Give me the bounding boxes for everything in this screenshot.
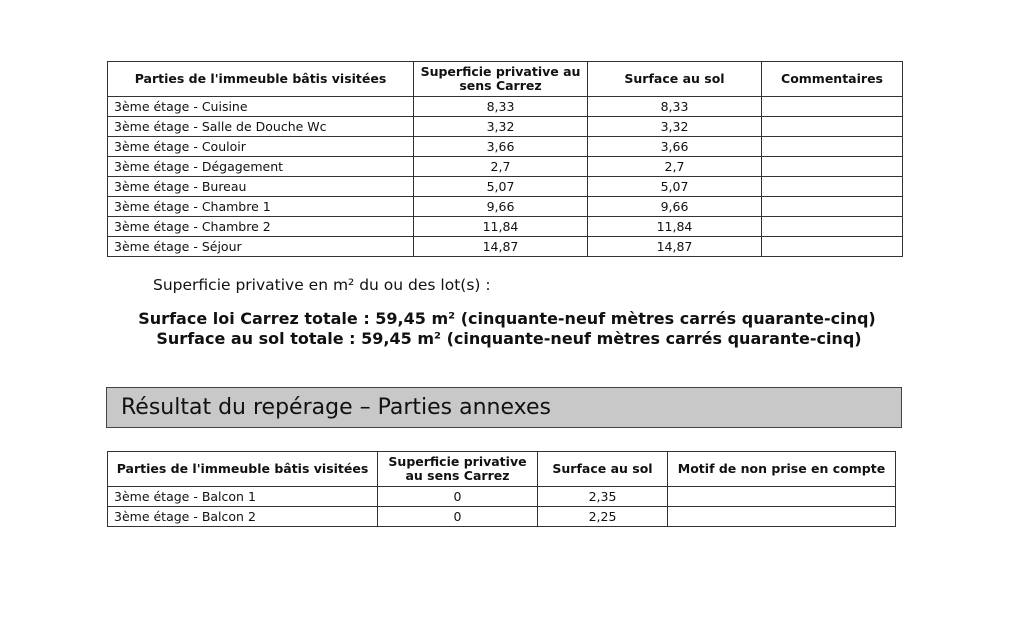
row-sol: 2,7 — [588, 157, 762, 177]
row-part: 3ème étage - Bureau — [108, 177, 414, 197]
row-part: 3ème étage - Balcon 1 — [108, 487, 378, 507]
row-sol: 3,66 — [588, 137, 762, 157]
header-commentaires: Commentaires — [762, 62, 903, 97]
header-surface-sol: Surface au sol — [588, 62, 762, 97]
row-part: 3ème étage - Salle de Douche Wc — [108, 117, 414, 137]
header-parties: Parties de l'immeuble bâtis visitées — [108, 62, 414, 97]
header-carrez: Superficie privative au sens Carrez — [378, 452, 538, 487]
section-title: Résultat du repérage – Parties annexes — [106, 387, 902, 428]
table-row — [108, 97, 903, 117]
table-header-row — [108, 62, 903, 97]
table-row — [108, 217, 903, 237]
row-sol: 3,32 — [588, 117, 762, 137]
row-part: 3ème étage - Chambre 2 — [108, 217, 414, 237]
row-comment — [762, 177, 903, 197]
row-carrez: 3,32 — [414, 117, 588, 137]
row-sol: 2,25 — [538, 507, 668, 527]
row-carrez: 2,7 — [414, 157, 588, 177]
row-carrez: 9,66 — [414, 197, 588, 217]
row-sol: 9,66 — [588, 197, 762, 217]
row-part: 3ème étage - Cuisine — [108, 97, 414, 117]
row-part: 3ème étage - Couloir — [108, 137, 414, 157]
header-parties: Parties de l'immeuble bâtis visitées — [108, 452, 378, 487]
row-comment — [762, 97, 903, 117]
row-part: 3ème étage - Séjour — [108, 237, 414, 257]
row-part: 3ème étage - Chambre 1 — [108, 197, 414, 217]
row-carrez: 0 — [378, 487, 538, 507]
row-carrez: 14,87 — [414, 237, 588, 257]
row-comment — [762, 217, 903, 237]
row-carrez: 0 — [378, 507, 538, 527]
table-row — [108, 137, 903, 157]
row-motif — [668, 487, 896, 507]
surface-table — [107, 61, 903, 257]
row-sol: 2,35 — [538, 487, 668, 507]
row-carrez: 3,66 — [414, 137, 588, 157]
header-motif: Motif de non prise en compte — [668, 452, 896, 487]
total-carrez: Surface loi Carrez totale : 59,45 m² (cinquante-neuf mètres carrés quarante-cinq) — [138, 309, 876, 328]
row-sol: 14,87 — [588, 237, 762, 257]
annex-table — [107, 451, 896, 527]
row-comment — [762, 137, 903, 157]
header-carrez: Superficie privative au sens Carrez — [414, 62, 588, 97]
table-row — [108, 507, 896, 527]
row-part: 3ème étage - Balcon 2 — [108, 507, 378, 527]
table-row — [108, 117, 903, 137]
row-carrez: 11,84 — [414, 217, 588, 237]
row-carrez: 8,33 — [414, 97, 588, 117]
row-motif — [668, 507, 896, 527]
row-carrez: 5,07 — [414, 177, 588, 197]
row-comment — [762, 197, 903, 217]
table-row — [108, 157, 903, 177]
header-surface-sol: Surface au sol — [538, 452, 668, 487]
table-row — [108, 237, 903, 257]
total-sol: Surface au sol totale : 59,45 m² (cinquante-neuf mètres carrés quarante-cinq) — [156, 329, 862, 348]
row-part: 3ème étage - Dégagement — [108, 157, 414, 177]
table-header-row — [108, 452, 896, 487]
row-comment — [762, 237, 903, 257]
row-comment — [762, 117, 903, 137]
table-row — [108, 197, 903, 217]
row-sol: 5,07 — [588, 177, 762, 197]
row-sol: 8,33 — [588, 97, 762, 117]
table-row — [108, 487, 896, 507]
summary-label: Superficie privative en m² du ou des lot(s) : — [153, 276, 491, 294]
row-sol: 11,84 — [588, 217, 762, 237]
table-row — [108, 177, 903, 197]
row-comment — [762, 157, 903, 177]
